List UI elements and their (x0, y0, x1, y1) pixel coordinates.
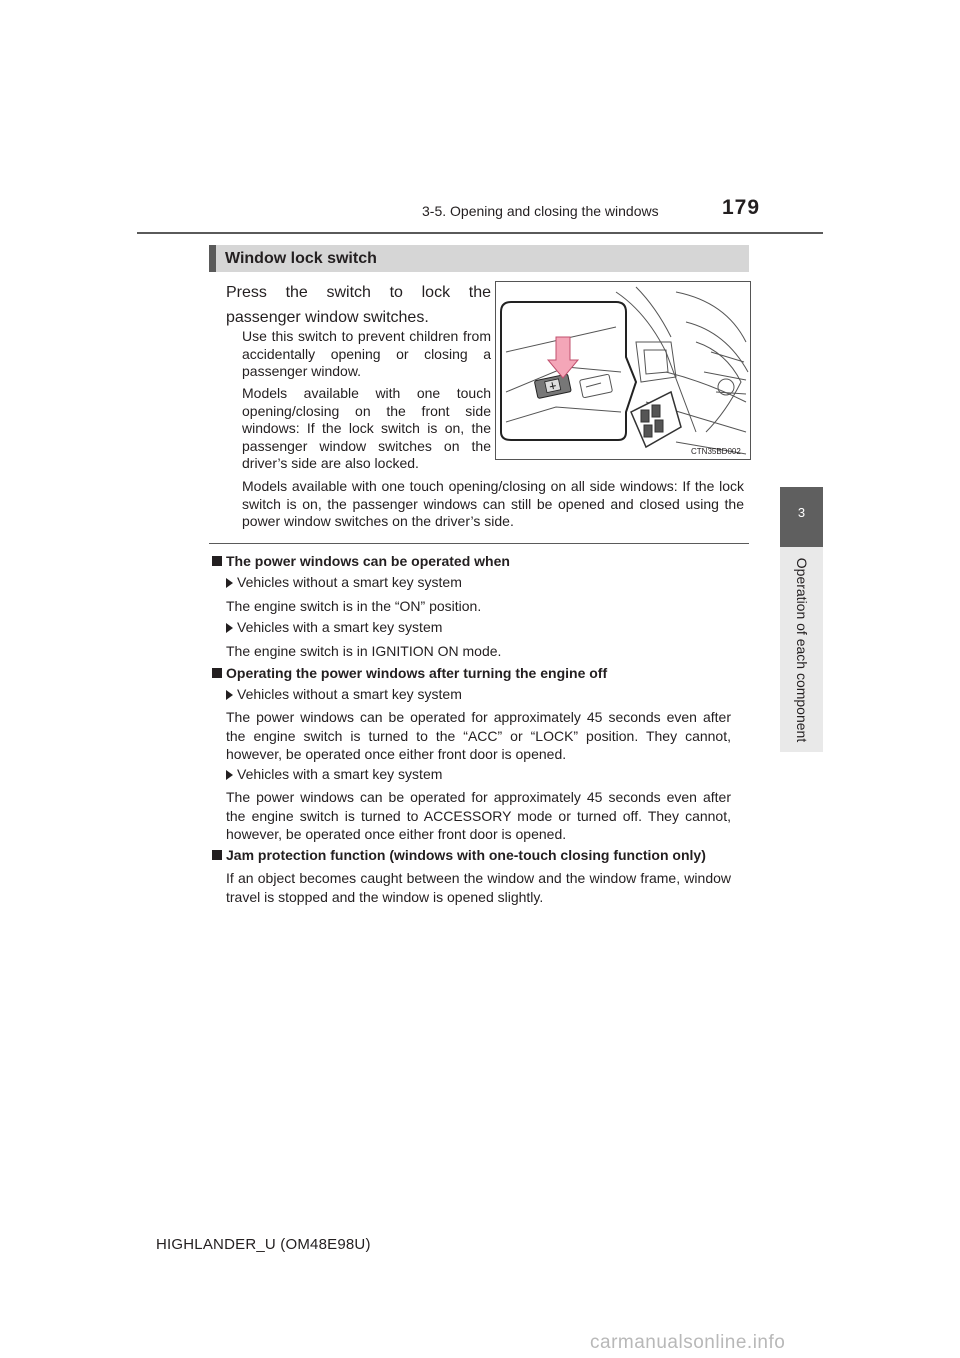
note-heading: The power windows can be operated when (212, 553, 510, 569)
triangle-bullet-icon (226, 623, 233, 633)
square-bullet-icon (212, 668, 222, 678)
door-panel-drawing (496, 282, 750, 459)
all-side-note: Models available with one touch opening/closing on all side windows: If the lock switch is on, the passenger windows can still be opened and closed using the power window switches on the driver’s side. (242, 478, 744, 529)
note-text: The engine switch is in the “ON” position. (226, 598, 482, 614)
bullet-item: Vehicles with a smart key system (226, 766, 442, 782)
bullet-item: Vehicles with a smart key system (226, 619, 442, 635)
page-number: 179 (722, 196, 761, 219)
notes-divider (209, 543, 749, 544)
window-lock-switch-illustration (495, 281, 751, 460)
note-text: The engine switch is in IGNITION ON mode. (226, 643, 502, 659)
bullet-item: Vehicles without a smart key system (226, 686, 462, 702)
manual-footer: HIGHLANDER_U (OM48E98U) (156, 1236, 371, 1253)
square-bullet-icon (212, 556, 222, 566)
square-bullet-icon (212, 850, 222, 860)
note-text: The power windows can be operated for approximately 45 seconds even after the engine switch is turned to ACCESSORY mode or turned off. They cannot, however, be operated once either front door is opened. (226, 789, 731, 842)
figure-code: CTN35BD002 (691, 447, 741, 456)
triangle-bullet-icon (226, 690, 233, 700)
bullet-item: Vehicles without a smart key system (226, 574, 462, 590)
header-divider (137, 232, 823, 234)
front-side-note: Models available with one touch opening/closing on the front side windows: If the lock switch is on, the passenger window switches on the driver’s side are also locked. (242, 385, 491, 471)
note-heading: Operating the power windows after turning the engine off (212, 665, 607, 681)
note-text: The power windows can be operated for approximately 45 seconds even after the engine switch is turned to the “ACC” or “LOCK” position. They cannot, however, be operated once either front door is opened. (226, 709, 731, 762)
lead-instruction: Press the switch to lock the passenger window switches. (226, 284, 491, 326)
note-text: If an object becomes caught between the window and the window frame, window travel is stopped and the window is opened slightly. (226, 870, 731, 905)
triangle-bullet-icon (226, 578, 233, 588)
note-heading: Jam protection function (windows with one-touch closing function only) (212, 847, 706, 863)
section-header: 3-5. Opening and closing the windows (422, 203, 659, 219)
triangle-bullet-icon (226, 770, 233, 780)
usage-note: Use this switch to prevent children from accidentally opening or closing a passenger window. (242, 328, 491, 379)
section-title: Window lock switch (225, 250, 377, 267)
chapter-label: Operation of each component (794, 557, 810, 743)
watermark: carmanualsonline.info (590, 1332, 786, 1353)
chapter-number: 3 (797, 505, 806, 520)
section-heading-accent (209, 245, 216, 272)
